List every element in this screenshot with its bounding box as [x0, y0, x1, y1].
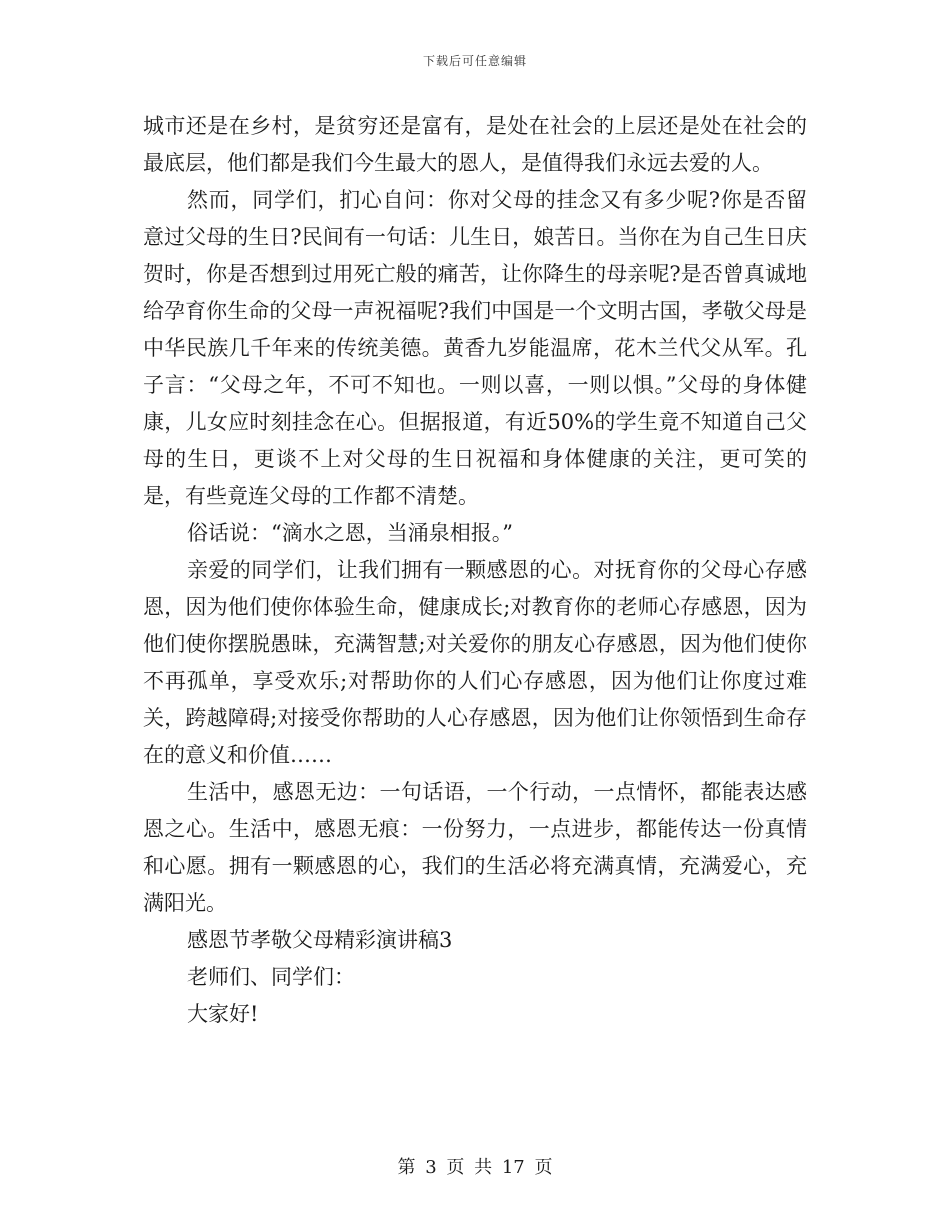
paragraph-2: 然而，同学们，扪心自问：你对父母的挂念又有多少呢?你是否留意过父母的生日?民间有一句话：儿生日，娘苦日。当你在为自己生日庆贺时，你是否想到过用死亡般的痛苦，让你降生的母亲呢?是否曾真诚地给孕育你生命的父母一声祝福呢?我们中国是一个文明古国，孝敬父母是中华民族几千年来的传统美德。黄香九岁能温席，花木兰代父从军。孔子言：“父母之年，不可不知也。一则以喜，一则以惧。”父母的身体健康，儿女应时刻挂念在心。但据报道，有近50%的学生竟不知道自己父母的生日，更谈不上对父母的生日祝福和身体健康的关注，更可笑的是，有些竟连父母的工作都不清楚。: [143, 188, 807, 508]
page-number-footer: 第 3 页 共 17 页: [397, 1157, 553, 1178]
paragraph-4: 亲爱的同学们，让我们拥有一颗感恩的心。对抚育你的父母心存感恩，因为他们使你体验生命，健康成长;对教育你的老师心存感恩，因为他们使你摆脱愚昧，充满智慧;对关爱你的朋友心存感恩，因为他们使你不再孤单，享受欢乐;对帮助你的人们心存感恩，因为他们让你度过难关，跨越障碍;对接受你帮助的人心存感恩，因为他们让你领悟到生命存在的意义和价值……: [143, 558, 807, 767]
section-title: 感恩节孝敬父母精彩演讲稿3: [187, 928, 453, 952]
paragraph-1: 城市还是在乡村，是贫穷还是富有，是处在社会的上层还是处在社会的最底层，他们都是我们今生最大的恩人，是值得我们永远去爱的人。: [143, 114, 807, 175]
page-header-note: 下载后可任意编辑: [422, 54, 527, 68]
paragraph-5: 生活中，感恩无边：一句话语，一个行动，一点情怀，都能表达感恩之心。生活中，感恩无痕：一份努力，一点进步，都能传达一份真情和心愿。拥有一颗感恩的心，我们的生活必将充满真情，充满爱心，充满阳光。: [143, 780, 807, 915]
greeting: 大家好!: [187, 1002, 259, 1026]
paragraph-3: 俗话说：“滴水之恩，当涌泉相报。”: [187, 521, 513, 545]
salutation: 老师们、同学们：: [187, 965, 355, 989]
document-body: [143, 108, 807, 1033]
